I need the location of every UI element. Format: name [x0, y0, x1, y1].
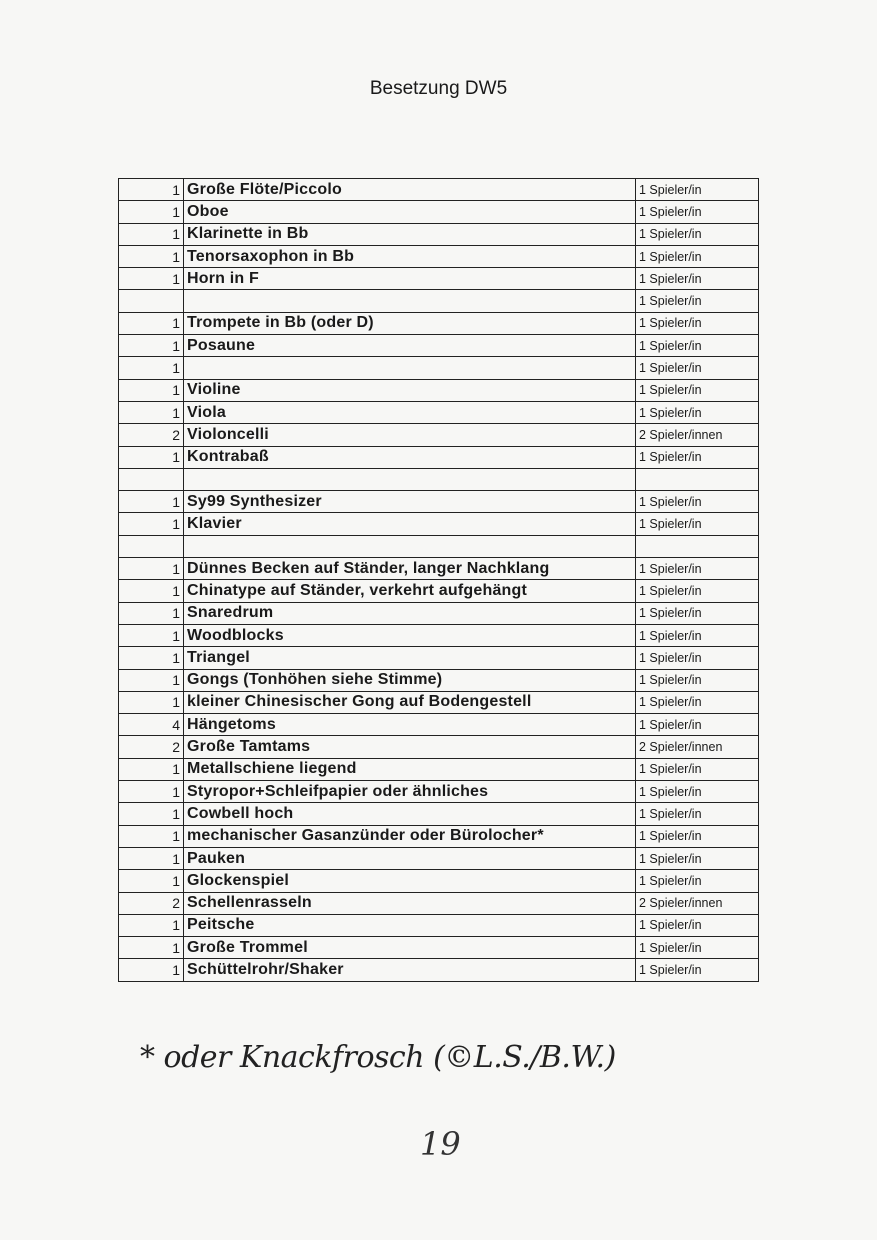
instrument-cell: Hängetoms: [184, 714, 636, 736]
instrument-cell: Styropor+Schleifpapier oder ähnliches: [184, 781, 636, 803]
table-row: [119, 491, 759, 513]
count-cell: 2: [119, 892, 184, 914]
instrument-cell: Große Tamtams: [184, 736, 636, 758]
table-row: [119, 446, 759, 468]
players-cell: 1 Spieler/in: [636, 558, 759, 580]
players-cell: 1 Spieler/in: [636, 401, 759, 423]
count-cell: 1: [119, 245, 184, 267]
instrument-cell: Dünnes Becken auf Ständer, langer Nachklang: [184, 558, 636, 580]
count-cell: 1: [119, 201, 184, 223]
players-cell: 1 Spieler/in: [636, 914, 759, 936]
table-row: [119, 245, 759, 267]
count-cell: 2: [119, 736, 184, 758]
players-cell: 1 Spieler/in: [636, 290, 759, 312]
players-cell: 1 Spieler/in: [636, 513, 759, 535]
count-cell: 1: [119, 401, 184, 423]
table-row: [119, 357, 759, 379]
players-cell: 1 Spieler/in: [636, 335, 759, 357]
instrument-cell: Schüttelrohr/Shaker: [184, 959, 636, 981]
players-cell: 1 Spieler/in: [636, 803, 759, 825]
instrument-cell: Kontrabaß: [184, 446, 636, 468]
instrument-cell: Oboe: [184, 201, 636, 223]
players-cell: 1 Spieler/in: [636, 491, 759, 513]
instrument-cell: Metallschiene liegend: [184, 758, 636, 780]
instrument-cell: Klarinette in Bb: [184, 223, 636, 245]
players-cell: 1 Spieler/in: [636, 669, 759, 691]
instrument-cell: Sy99 Synthesizer: [184, 491, 636, 513]
table-row: [119, 201, 759, 223]
table-row: [119, 736, 759, 758]
players-cell: 1 Spieler/in: [636, 781, 759, 803]
table-row: [119, 580, 759, 602]
instrument-cell: Große Trommel: [184, 937, 636, 959]
count-cell: 1: [119, 602, 184, 624]
table-row: [119, 669, 759, 691]
players-cell: [636, 468, 759, 490]
instrument-cell: Tenorsaxophon in Bb: [184, 245, 636, 267]
table-row: [119, 847, 759, 869]
table-row: [119, 401, 759, 423]
count-cell: 1: [119, 825, 184, 847]
table-row: [119, 379, 759, 401]
table-row: [119, 959, 759, 981]
players-cell: 1 Spieler/in: [636, 357, 759, 379]
instrument-cell: Schellenrasseln: [184, 892, 636, 914]
count-cell: 1: [119, 179, 184, 201]
instrument-cell: Violoncelli: [184, 424, 636, 446]
players-cell: 1 Spieler/in: [636, 201, 759, 223]
instrument-cell: [184, 357, 636, 379]
instrument-cell: Triangel: [184, 647, 636, 669]
instrument-cell: [184, 535, 636, 557]
table-row: [119, 268, 759, 290]
instrumentation-table: [118, 178, 759, 982]
players-cell: 1 Spieler/in: [636, 624, 759, 646]
count-cell: 1: [119, 803, 184, 825]
count-cell: 1: [119, 914, 184, 936]
table-row: [119, 513, 759, 535]
table-row: [119, 781, 759, 803]
page-number: 19: [420, 1125, 461, 1163]
count-cell: 1: [119, 580, 184, 602]
instrument-cell: mechanischer Gasanzünder oder Bürolocher*: [184, 825, 636, 847]
players-cell: 2 Spieler/innen: [636, 736, 759, 758]
count-cell: 1: [119, 758, 184, 780]
count-cell: 1: [119, 513, 184, 535]
players-cell: 1 Spieler/in: [636, 446, 759, 468]
table-row: [119, 937, 759, 959]
count-cell: 1: [119, 937, 184, 959]
players-cell: 1 Spieler/in: [636, 825, 759, 847]
count-cell: 1: [119, 268, 184, 290]
count-cell: [119, 535, 184, 557]
count-cell: 1: [119, 379, 184, 401]
page-title: Besetzung DW5: [369, 78, 508, 99]
count-cell: 1: [119, 870, 184, 892]
table-row: [119, 335, 759, 357]
count-cell: 4: [119, 714, 184, 736]
instrument-cell: Gongs (Tonhöhen siehe Stimme): [184, 669, 636, 691]
instrument-cell: Trompete in Bb (oder D): [184, 312, 636, 334]
table-row: [119, 892, 759, 914]
count-cell: 1: [119, 624, 184, 646]
players-cell: 1 Spieler/in: [636, 959, 759, 981]
table-row: [119, 223, 759, 245]
count-cell: 1: [119, 335, 184, 357]
table-row: [119, 312, 759, 334]
table-row: [119, 914, 759, 936]
instrument-cell: Viola: [184, 401, 636, 423]
table-row: [119, 647, 759, 669]
count-cell: 1: [119, 669, 184, 691]
players-cell: 1 Spieler/in: [636, 758, 759, 780]
instrument-cell: Horn in F: [184, 268, 636, 290]
count-cell: 1: [119, 357, 184, 379]
count-cell: 1: [119, 647, 184, 669]
players-cell: 1 Spieler/in: [636, 870, 759, 892]
table-row: [119, 424, 759, 446]
instrument-cell: [184, 290, 636, 312]
players-cell: 1 Spieler/in: [636, 647, 759, 669]
instrument-cell: Violine: [184, 379, 636, 401]
count-cell: 2: [119, 424, 184, 446]
players-cell: 1 Spieler/in: [636, 602, 759, 624]
count-cell: 1: [119, 491, 184, 513]
instrument-cell: Snaredrum: [184, 602, 636, 624]
count-cell: 1: [119, 691, 184, 713]
table-row: [119, 870, 759, 892]
count-cell: 1: [119, 959, 184, 981]
instrument-cell: Pauken: [184, 847, 636, 869]
players-cell: 1 Spieler/in: [636, 580, 759, 602]
table-row: [119, 825, 759, 847]
table-row: [119, 714, 759, 736]
instrument-cell: Posaune: [184, 335, 636, 357]
players-cell: 2 Spieler/innen: [636, 424, 759, 446]
players-cell: 1 Spieler/in: [636, 223, 759, 245]
table-row: [119, 179, 759, 201]
instrument-cell: Glockenspiel: [184, 870, 636, 892]
count-cell: 1: [119, 223, 184, 245]
instrument-cell: Woodblocks: [184, 624, 636, 646]
table-row: [119, 691, 759, 713]
count-cell: [119, 290, 184, 312]
table-row: [119, 758, 759, 780]
players-cell: 1 Spieler/in: [636, 714, 759, 736]
players-cell: 1 Spieler/in: [636, 312, 759, 334]
table-row: [119, 624, 759, 646]
players-cell: 2 Spieler/innen: [636, 892, 759, 914]
table-row: [119, 535, 759, 557]
players-cell: 1 Spieler/in: [636, 847, 759, 869]
players-cell: 1 Spieler/in: [636, 691, 759, 713]
table-row: [119, 558, 759, 580]
count-cell: 1: [119, 558, 184, 580]
players-cell: [636, 535, 759, 557]
instrument-cell: Große Flöte/Piccolo: [184, 179, 636, 201]
table-row: [119, 290, 759, 312]
instrument-cell: Klavier: [184, 513, 636, 535]
instrument-cell: kleiner Chinesischer Gong auf Bodengestell: [184, 691, 636, 713]
players-cell: 1 Spieler/in: [636, 268, 759, 290]
table-body: [119, 179, 759, 982]
count-cell: 1: [119, 781, 184, 803]
instrument-cell: Chinatype auf Ständer, verkehrt aufgehängt: [184, 580, 636, 602]
instrument-cell: Cowbell hoch: [184, 803, 636, 825]
instrument-cell: [184, 468, 636, 490]
table-row: [119, 468, 759, 490]
table-row: [119, 602, 759, 624]
players-cell: 1 Spieler/in: [636, 379, 759, 401]
table-row: [119, 803, 759, 825]
players-cell: 1 Spieler/in: [636, 245, 759, 267]
count-cell: 1: [119, 312, 184, 334]
count-cell: [119, 468, 184, 490]
count-cell: 1: [119, 446, 184, 468]
players-cell: 1 Spieler/in: [636, 937, 759, 959]
instrument-cell: Peitsche: [184, 914, 636, 936]
players-cell: 1 Spieler/in: [636, 179, 759, 201]
handwritten-footnote: * oder Knackfrosch (©L.S./B.W.): [140, 1040, 616, 1075]
count-cell: 1: [119, 847, 184, 869]
